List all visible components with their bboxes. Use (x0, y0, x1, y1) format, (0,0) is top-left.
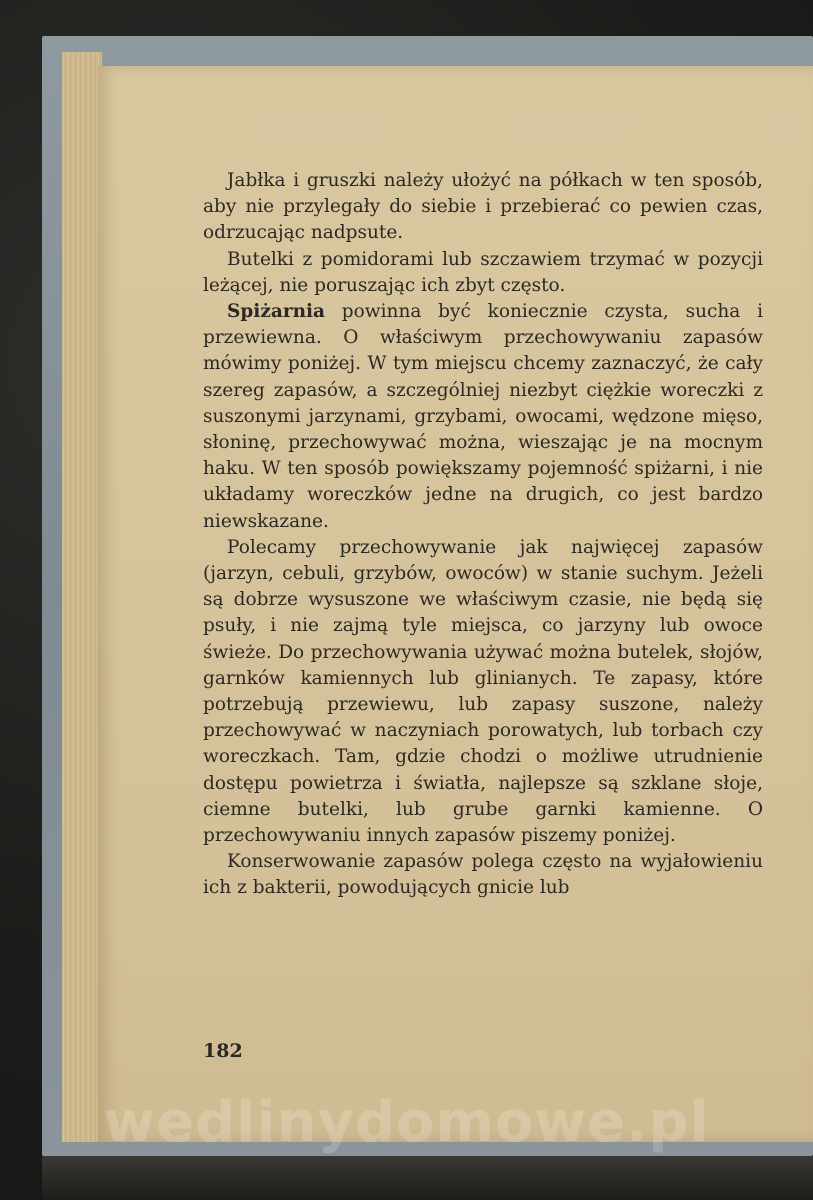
paragraph-1-text: Jabłka i gruszki należy ułożyć na półkach w ten sposób, aby nie przylegały do siebie i przebierać co pewien czas, odrzucając nadpsute. (203, 170, 763, 244)
paragraph-2 (203, 247, 763, 299)
bottom-shadow (42, 1156, 813, 1200)
book-page (98, 66, 813, 1142)
paragraph-2-text: Butelki z pomidorami lub szczawiem trzymać w pozycji leżącej, nie poruszając ich zbyt często. (203, 248, 763, 296)
watermark: wedlinydomowe.pl (103, 1090, 710, 1155)
paragraph-3-bold-lead: Spiżarnia (227, 301, 326, 323)
paragraph-4-text: Polecamy przechowywanie jak najwięcej zapasów (jarzyn, cebuli, grzybów, owoców) w stanie suchym. Jeżeli są dobrze wysuszone we właściwym czasie, nie będą się psuły, i nie zajmą tyle miejsca, co jarzyny lub owoce świeże. Do przechowywania używać można butelek, słojów, garnków kamiennych lub glinianych. Te zapasy, które potrzebują przewiewu, lub zapasy suszone, należy przechowywać w naczyniach porowatych, lub torbach czy woreczkach. Tam, gdzie chodzi o możliwe utrudnienie dostępu powietrza i światła, najlepsze są szklane słoje, ciemne butelki, lub grube garnki kamienne. O przechowywaniu innych zapasów piszemy poniżej. (203, 536, 763, 847)
paragraph-4 (203, 535, 763, 849)
page-edge (62, 52, 102, 1142)
page-text-block (203, 168, 763, 902)
paragraph-3-text: powinna być koniecznie czysta, sucha i przewiewna. O właściwym przechowywaniu zapasów mówimy poniżej. W tym miejscu chcemy zaznaczyć, że cały szereg zapasów, a szczególniej niezbyt ciężkie woreczki z suszonymi jarzynami, grzybami, owocami, wędzone mięso, słoninę, przechowywać można, wieszając je na mocnym haku. W ten sposób powiększamy pojemność spiżarni, i nie układamy woreczków jedne na drugich, co jest bardzo niewskazane. (203, 301, 763, 532)
paragraph-5-text: Konserwowanie zapasów polega często na wyjałowieniu ich z bakterii, powodujących gnicie lub (203, 851, 763, 899)
paragraph-1 (203, 168, 763, 247)
paragraph-3 (203, 299, 763, 535)
paragraph-5 (203, 849, 763, 901)
page-number: 182 (203, 1040, 243, 1062)
